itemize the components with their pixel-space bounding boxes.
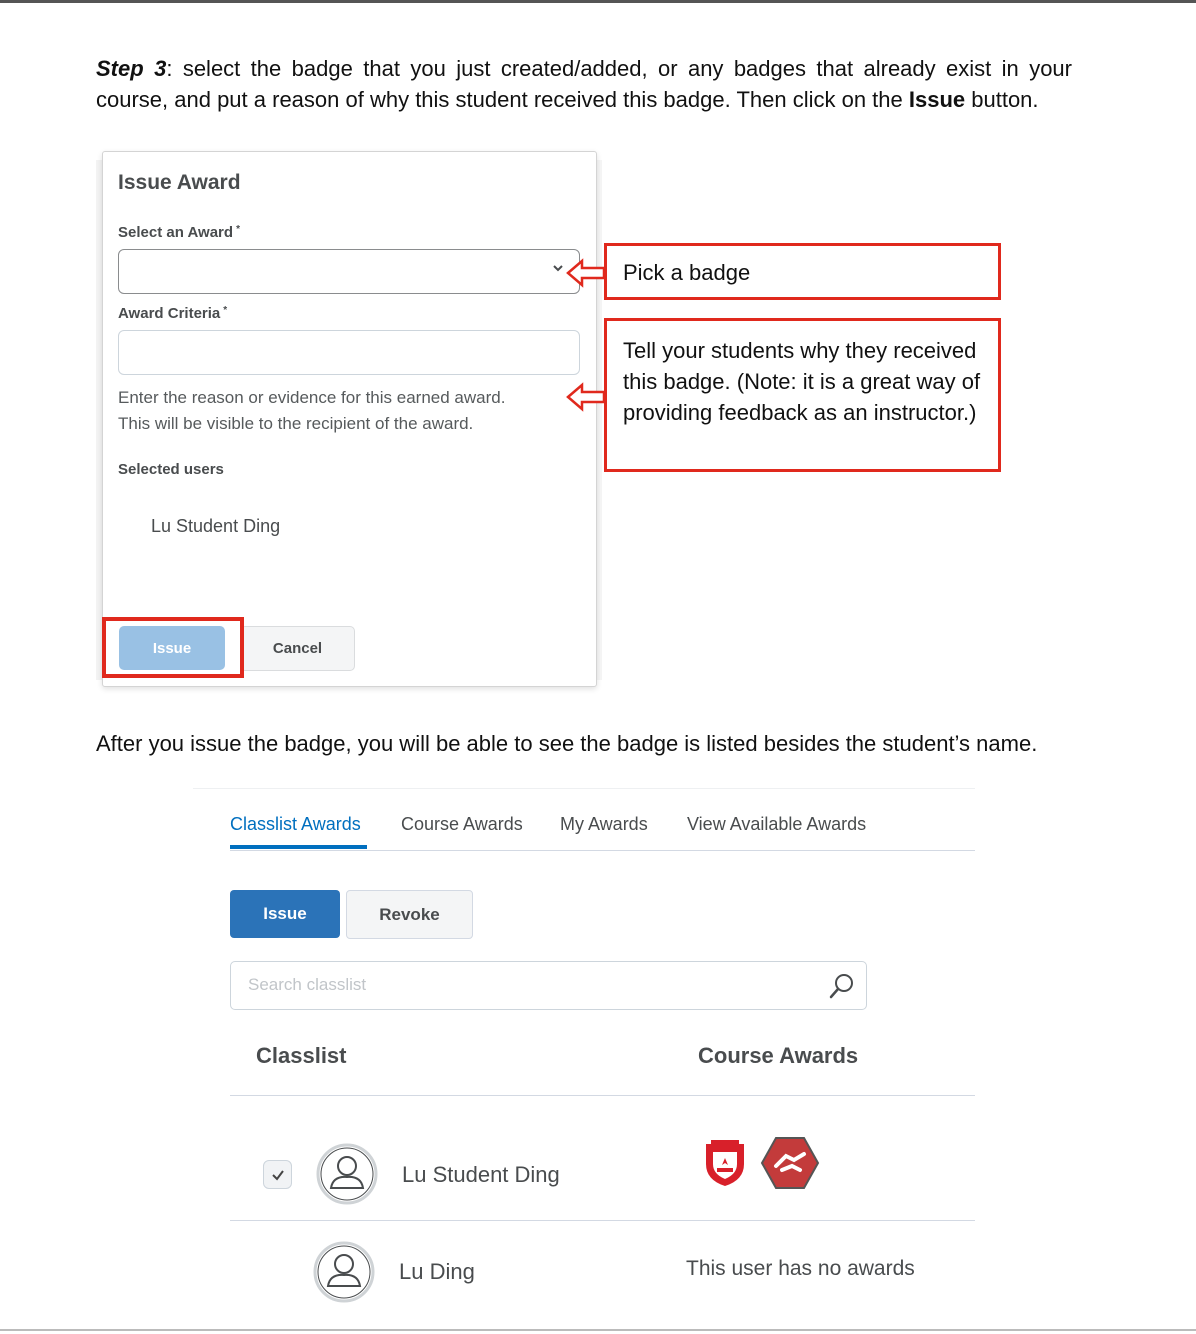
search-icon[interactable] (828, 972, 856, 1005)
award-criteria-label: Award Criteria * (118, 305, 228, 322)
issue-award-dialog (102, 151, 597, 687)
avatar-icon (312, 1240, 376, 1304)
top-border (0, 0, 1196, 3)
row-divider (230, 1220, 975, 1221)
revoke-button[interactable]: Revoke (346, 890, 473, 939)
issue-button-highlight (102, 617, 244, 678)
search-placeholder: Search classlist (248, 975, 367, 994)
dialog-issue-button[interactable]: Issue (119, 626, 225, 670)
dialog-title: Issue Award (118, 171, 241, 194)
pick-badge-callout: Pick a badge (604, 243, 1001, 300)
selected-users-label: Selected users (118, 461, 224, 478)
header-divider (230, 1095, 975, 1096)
tab-view-available-awards[interactable]: View Available Awards (687, 814, 867, 834)
step-3-instructions (96, 53, 1072, 115)
screenshot-top-edge (193, 788, 975, 789)
student-name[interactable]: Lu Ding (399, 1259, 475, 1284)
callout-arrow-icon (566, 382, 606, 412)
bottom-border (0, 1329, 1196, 1331)
course-awards-column-header: Course Awards (698, 1043, 859, 1068)
after-issue-text: After you issue the badge, you will be able to see the badge is listed besides the student’s name. (96, 731, 1038, 756)
search-classlist-input[interactable] (230, 961, 867, 1010)
selected-user: Lu Student Ding (151, 516, 281, 536)
tab-course-awards[interactable]: Course Awards (401, 814, 523, 834)
row-checkbox[interactable] (263, 1160, 292, 1189)
select-award-label: Select an Award * (118, 224, 240, 241)
dialog-cancel-button[interactable]: Cancel (240, 626, 355, 671)
callout-arrow-icon (566, 258, 606, 288)
chevron-down-icon (551, 261, 565, 279)
avatar-icon (315, 1142, 379, 1206)
criteria-help-text: Enter the reason or evidence for this earned award. This will be visible to the recipient of the award. (118, 388, 506, 433)
student-name[interactable]: Lu Student Ding (402, 1162, 560, 1187)
award-criteria-input[interactable] (118, 330, 580, 375)
classlist-column-header: Classlist (256, 1043, 347, 1068)
shield-badge-icon[interactable] (703, 1138, 747, 1188)
step-text-1: : select the badge that you just created/added, or any badges that already exist in your course, and put a reason of why this student received this badge. Then click on the (96, 56, 1072, 112)
issue-button[interactable]: Issue (230, 890, 340, 938)
active-tab-indicator (230, 845, 367, 849)
award-select[interactable] (118, 249, 580, 294)
reason-callout: Tell your students why they received this badge. (Note: it is a great way of providing feedback as an instructor.) (604, 318, 1001, 472)
step-text-2: button. (965, 87, 1039, 112)
tab-classlist-awards[interactable]: Classlist Awards (230, 814, 361, 834)
step-label: Step 3 (96, 56, 167, 81)
tab-my-awards[interactable]: My Awards (560, 814, 648, 834)
step-bold-issue: Issue (908, 87, 966, 112)
no-awards-text: This user has no awards (686, 1257, 915, 1280)
handshake-badge-icon[interactable] (760, 1136, 820, 1190)
